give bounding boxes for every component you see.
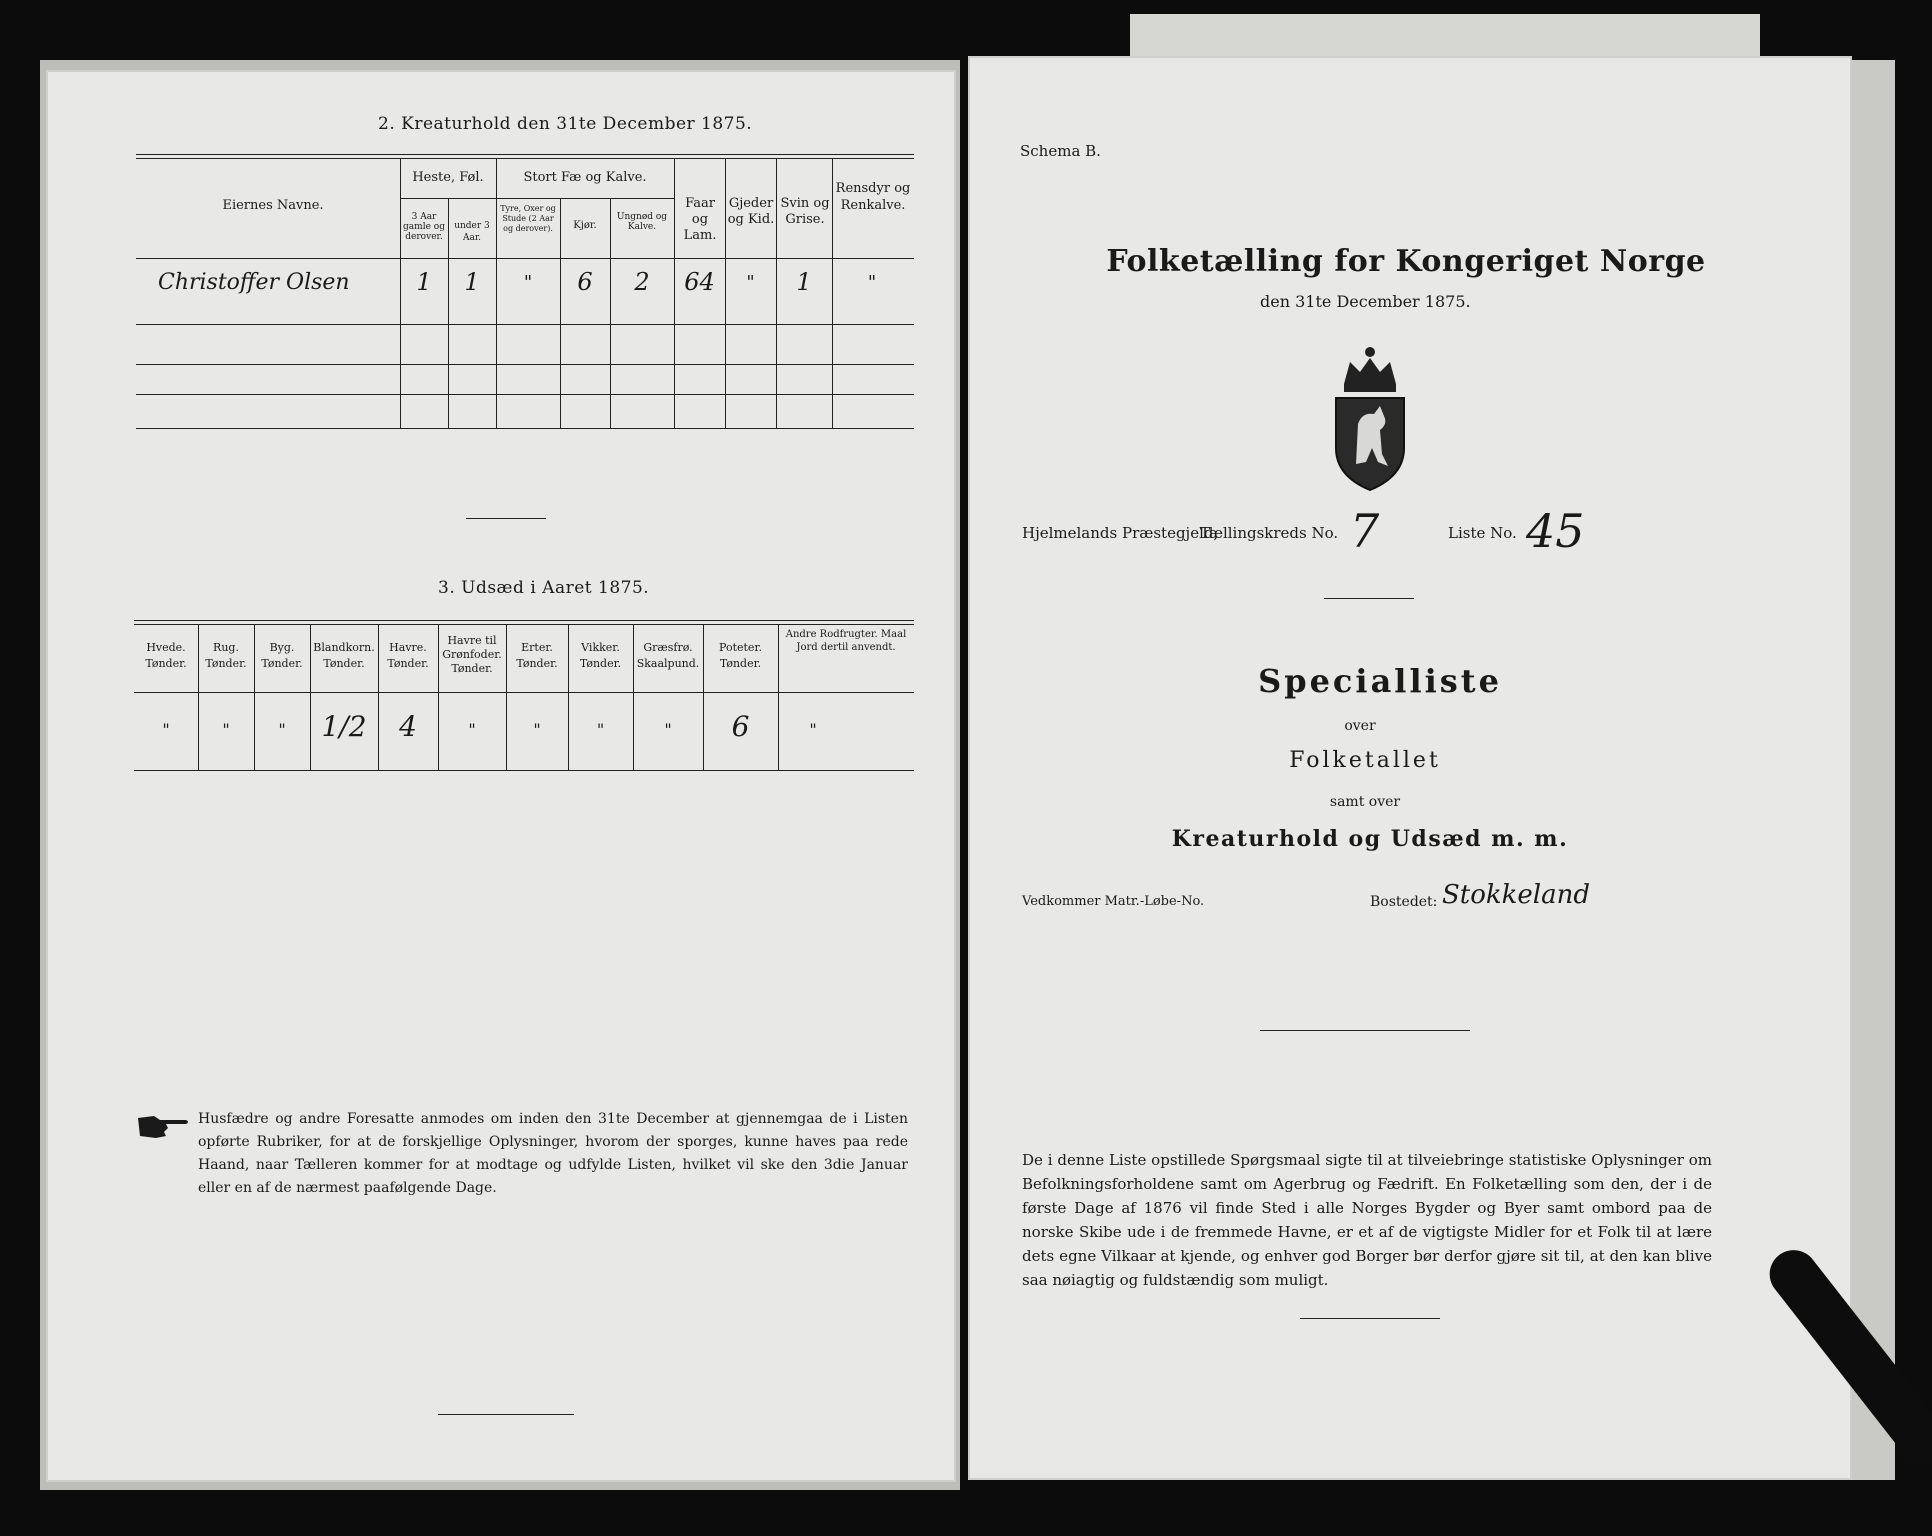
col-owner-header: Eiernes Navne. xyxy=(222,198,324,213)
coat-of-arms-icon xyxy=(1322,344,1418,494)
liste-value: 45 xyxy=(1526,504,1585,558)
s3-value-blandkorn: 1/2 xyxy=(321,710,367,743)
kreaturhold-heading: Kreaturhold og Udsæd m. m. xyxy=(1171,826,1569,852)
s3-header-havre-gron: Havre til Grønfoder. Tønder. xyxy=(442,634,502,675)
s3-header-poteter: Poteter. Tønder. xyxy=(719,641,762,670)
s3-header-graesfro: Græsfrø. Skaalpund. xyxy=(636,641,700,670)
s3-value-andre: " xyxy=(809,720,817,739)
s3-header-vikker: Vikker. Tønder. xyxy=(579,641,622,670)
s3-value-havre: 4 xyxy=(399,710,417,743)
info-paragraph: De i denne Liste opstillede Spørgsmaal sigte til at tilveiebringe statistiske Oplysninger om Befolkningsforholdene samt om Agerbrug og Fædrift. En Folketælling som den, der i de første Dage af 1876 vil finde Sted i alle Norges Bygder og Byer samt ombord paa de norske Skibe ude i de fremmede Havne, er et af de vigtigste Midler for et Folk til at lære dets egne Vilkaar at kjende, og enhver god Borger bør derfor gjøre sit til, at den kan blive saa nøiagtig og fuldstændig som muligt. xyxy=(1022,1151,1712,1289)
col-horses-sub1: 3 Aar gamle og derover. xyxy=(403,212,445,242)
row-value-goats: " xyxy=(746,272,755,293)
s3-value-rug: " xyxy=(222,720,230,739)
s3-header-erter: Erter. Tønder. xyxy=(516,641,558,670)
col-reindeer-header: Rensdyr og Renkalve. xyxy=(835,181,911,213)
s3-header-andre: Andre Rodfrugter. Maal Jord dertil anvendt. xyxy=(785,629,907,653)
s3-value-hvede: " xyxy=(162,720,170,739)
folketallet-heading: Folketallet xyxy=(1289,748,1441,773)
specialliste-heading: Specialliste xyxy=(1258,662,1502,700)
bosted-value: Stokkeland xyxy=(1442,880,1591,910)
s3-value-erter: " xyxy=(533,720,541,739)
right-page xyxy=(970,58,1850,1478)
row-value-calves: 2 xyxy=(634,268,650,296)
top-sheet-edge xyxy=(1130,14,1760,62)
s3-value-vikker: " xyxy=(596,720,605,739)
notice-text: Husfædre og andre Foresatte anmodes om inden den 31te December at gjennemgaa de i Listen opførte Rubriker, for at de forskjellige Oplysninger, hvorom der sporges, kunne haves paa rede Haand, naar Tælleren kommer for at modtage og udfylde Listen, hvilket vil ske den 3die Januar eller en af de nærmest paafølgende Dage. xyxy=(198,1111,908,1196)
s3-header-blandkorn: Blandkorn. Tønder. xyxy=(313,641,375,670)
col-cattle-sub2: Kjør. xyxy=(573,220,597,231)
over-text-1: over xyxy=(1344,718,1376,734)
s3-header-rug: Rug. Tønder. xyxy=(205,641,247,670)
main-subtitle: den 31te December 1875. xyxy=(1260,292,1471,311)
col-pigs-header: Svin og Grise. xyxy=(780,196,830,227)
row-value-cows: 6 xyxy=(577,268,593,296)
samt-over-text: samt over xyxy=(1329,794,1401,810)
row-value-sheep: 64 xyxy=(684,268,715,296)
row-value-pigs: 1 xyxy=(796,268,812,296)
s3-value-poteter: 6 xyxy=(731,710,750,743)
row-value-bulls: " xyxy=(523,272,533,293)
s3-value-havre-gron: " xyxy=(468,720,476,739)
s3-header-hvede: Hvede. Tønder. xyxy=(145,641,187,670)
col-cattle-sub3: Ungnød og Kalve. xyxy=(616,212,668,232)
section3-title: 3. Udsæd i Aaret 1875. xyxy=(438,578,650,598)
schema-label: Schema B. xyxy=(1020,142,1101,160)
s3-value-byg: " xyxy=(278,720,286,739)
col-cattle-header: Stort Fæ og Kalve. xyxy=(523,170,647,185)
matr-label: Vedkommer Matr.-Løbe-No. xyxy=(1022,894,1205,909)
s3-header-byg: Byg. Tønder. xyxy=(261,641,303,670)
s3-value-graesfro: " xyxy=(664,720,672,739)
col-goats-header: Gjeder og Kid. xyxy=(727,196,775,227)
col-horses-sub2: under 3 Aar. xyxy=(454,221,490,243)
col-horses-header: Heste, Føl. xyxy=(412,170,484,185)
section2-title: 2. Kreaturhold den 31te December 1875. xyxy=(378,114,753,134)
bosted-label: Bostedet: xyxy=(1370,894,1438,910)
owner-name-cell: Christoffer Olsen xyxy=(158,270,350,295)
col-sheep-header: Faar og Lam. xyxy=(683,196,717,243)
left-page xyxy=(48,72,954,1480)
row-value-horses-young: 1 xyxy=(464,268,480,296)
main-title: Folketælling for Kongeriget Norge xyxy=(1106,244,1706,279)
col-cattle-sub1: Tyre, Oxer og Stude (2 Aar og derover). xyxy=(500,204,556,233)
s3-header-havre: Havre. Tønder. xyxy=(387,641,429,670)
kreds-label: Tællingskreds No. xyxy=(1200,524,1339,542)
liste-label: Liste No. xyxy=(1448,524,1517,542)
kreds-value: 7 xyxy=(1350,504,1380,558)
row-value-reindeer: " xyxy=(867,272,877,293)
row-value-horses-old: 1 xyxy=(416,268,432,296)
prestegjeld-label: Hjelmelands Præstegjeld, xyxy=(1022,524,1219,542)
pointing-hand-icon xyxy=(136,1112,192,1140)
